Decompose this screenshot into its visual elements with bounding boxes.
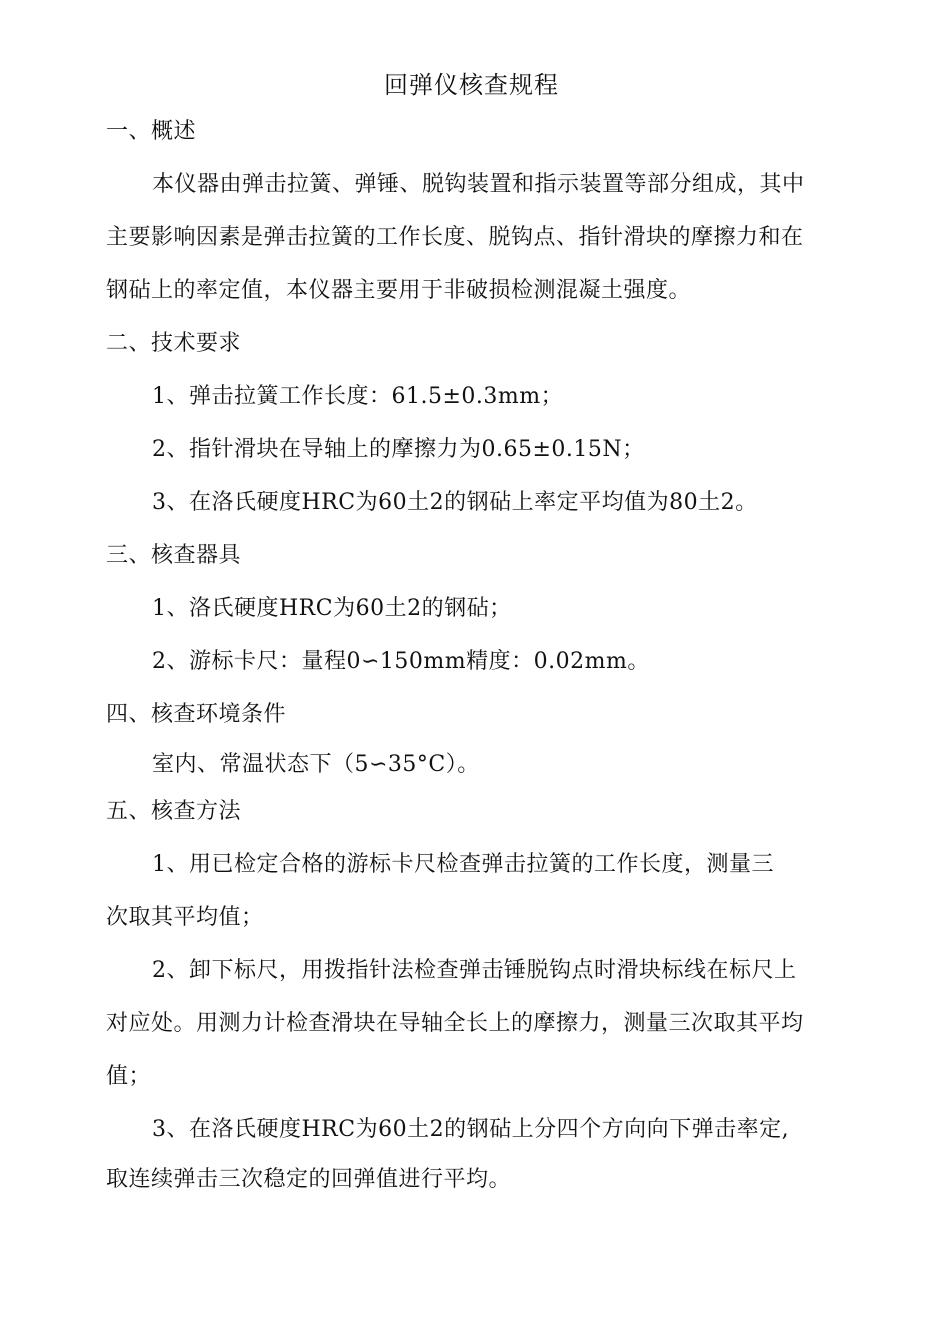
- document-title: 回弹仪核查规程: [384, 71, 559, 99]
- method-line-1: 1、用已检定合格的游标卡尺检查弹击拉簧的工作长度，测量三: [152, 852, 774, 877]
- method-line-4: 对应处。用测力计检查滑块在导轴全长上的摩擦力，测量三次取其平均: [106, 1011, 804, 1036]
- section-heading-instruments: 三、核查器具: [106, 543, 242, 568]
- method-line-5: 值；: [106, 1064, 152, 1089]
- overview-line-3: 钢砧上的率定值，本仪器主要用于非破损检测混凝土强度。: [106, 278, 692, 303]
- overview-line-1: 本仪器由弹击拉簧、弹锤、脱钩装置和指示装置等部分组成，其中: [152, 172, 805, 197]
- method-line-6: 3、在洛氏硬度HRC为60土2的钢砧上分四个方向向下弹击率定,: [152, 1117, 790, 1142]
- method-line-7: 取连续弹击三次稳定的回弹值进行平均。: [106, 1167, 512, 1192]
- environment-text: 室内、常温状态下（5∽35°C）。: [152, 752, 480, 777]
- overview-line-2: 主要影响因素是弹击拉簧的工作长度、脱钩点、指针滑块的摩擦力和在: [106, 225, 804, 250]
- section-heading-requirements: 二、技术要求: [106, 331, 242, 356]
- section-heading-overview: 一、概述: [106, 119, 197, 144]
- section-heading-environment: 四、核查环境条件: [106, 702, 287, 727]
- requirement-item-2: 2、指针滑块在导轴上的摩擦力为0.65±0.15N；: [152, 437, 645, 462]
- method-line-3: 2、卸下标尺，用拨指针法检查弹击锤脱钩点时滑块标线在标尺上: [152, 958, 797, 983]
- section-heading-method: 五、核查方法: [106, 799, 242, 824]
- requirement-item-1: 1、弹击拉簧工作长度：61.5±0.3mm；: [152, 384, 564, 409]
- instrument-item-1: 1、洛氏硬度HRC为60土2的钢砧；: [152, 596, 512, 621]
- method-line-2: 次取其平均值；: [106, 905, 264, 930]
- requirement-item-3: 3、在洛氏硬度HRC为60土2的钢砧上率定平均值为80土2。: [152, 490, 758, 515]
- instrument-item-2: 2、游标卡尺：量程0∽150mm精度：0.02mm。: [152, 649, 650, 674]
